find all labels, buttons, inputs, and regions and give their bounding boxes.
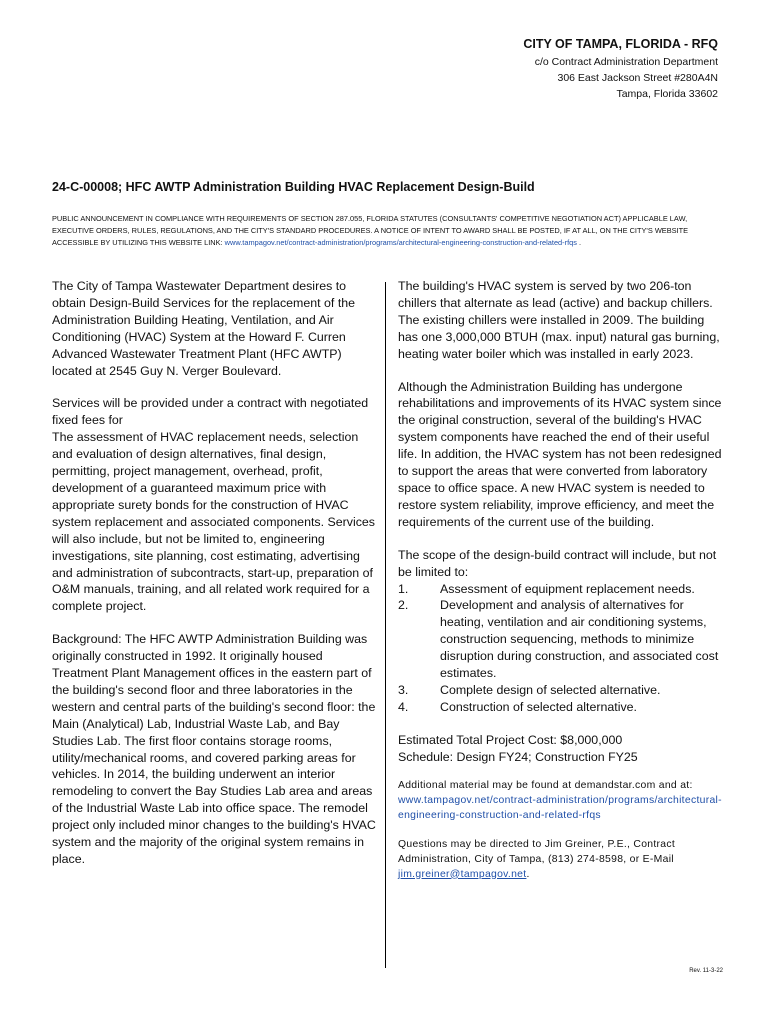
additional-text: Additional material may be found at demandstar.com and at: (398, 779, 693, 791)
background-paragraph: Background: The HFC AWTP Administration Building was originally constructed in 1992. It originally housed Treatment Plant Management offices in the eastern part of the building's second floor and three laboratories in the western and central parts of the building's second floor: the Main (Analytical) Lab, Industrial Waste Lab, and Bay Studies Lab. The first floor contains storage rooms, utility/mechanical rooms, and covered parking areas for vehicles. In 2014, the building underwent an interior remodeling to convert the Bay Studies Lab area and areas of the Industrial Waste Lab into office space. The remodel project only included minor changes to the building's HVAC system and the majority of the original system remains in place. (52, 632, 376, 866)
scope-item-number: 1. (398, 581, 409, 596)
intro-paragraph: The City of Tampa Wastewater Department desires to obtain Design-Build Services for the replacement of the Administration Building Heating, Ventilation, and Air Conditioning (HVAC) System at the Howard F. Curren Advanced Wastewater Treatment Plant (HFC AWTP) located at 2545 Guy N. Verger Boulevard. (52, 279, 356, 378)
scope-item (398, 597, 724, 682)
email-end: . (526, 868, 530, 880)
column-divider (385, 282, 386, 968)
scope-item-text: Construction of selected alternative. (440, 699, 637, 714)
services-paragraph (52, 395, 380, 615)
scope-item-number: 4. (398, 699, 409, 714)
revision-note: Rev. 11-3-22 (689, 968, 723, 974)
header-block (523, 36, 718, 102)
announcement-end: . (576, 238, 582, 247)
right-column (398, 278, 724, 882)
announcement-text: PUBLIC ANNOUNCEMENT IN COMPLIANCE WITH REQUIREMENTS OF SECTION 287.055, FLORIDA STATUTES (CONSULTANTS' COMPETITIVE NEGOTIATION ACT) APPLICABLE LAW, EXECUTIVE ORDERS, RULES, REGULATIONS, AND THE CITY'S STANDARD PROCEDURES. A NOTICE OF INTENT TO AWARD SHALL BE POSTED, IF AT ALL, ON THE CITY'S WEBSITE ACCESSIBLE BY UTILIZING THIS WEBSITE LINK: (52, 214, 689, 247)
scope-item (398, 682, 724, 699)
address-line-2: 306 East Jackson Street #280A4N (557, 72, 718, 84)
chillers-paragraph: The building's HVAC system is served by two 206-ton chillers that alternate as lead (active) and backup chillers. The existing chillers were installed in 2009. The building has one 3,000,000 BTUH (max. input) natural gas burning, heating water boiler which was installed in early 2023. (398, 279, 720, 361)
additional-link[interactable]: www.tampagov.net/contract-administration/programs/architectural-engineering-construction-and-related-rfqs (398, 794, 722, 821)
announcement-link[interactable]: www.tampagov.net/contract-administration/programs/architectural-engineering-construction-and-related-rfqs (224, 238, 577, 247)
additional-material (398, 778, 724, 823)
questions-text: Questions may be directed to Jim Greiner, P.E., Contract Administration, City of Tampa, (813) 274-8598, or E-Mail (398, 838, 676, 865)
scope-item (398, 699, 724, 716)
scope-item-text: Development and analysis of alternatives for heating, ventilation and air conditioning systems, construction sequencing, methods to minimize disruption during construction, and associated cost estimates. (440, 598, 719, 681)
services-detail: The assessment of HVAC replacement needs, selection and evaluation of design alternatives, final design, permitting, project management, overhead, profit, development of a guaranteed maximum price with appropriate surety bonds for the construction of HVAC system replacement and associated components. Services will also include, but not be limited to, engineering investigations, site planning, cost estimating, advertising and administration of subcontracts, start-up, preparation of O&M manuals, training, and all related work required for a complete project. (52, 430, 376, 614)
questions-block (398, 837, 724, 882)
estimated-cost: Estimated Total Project Cost: $8,000,000 (398, 732, 623, 747)
public-announcement (52, 213, 720, 249)
left-column (52, 278, 380, 884)
services-lead: Services will be provided under a contract with negotiated fixed fees for (52, 396, 369, 428)
city-heading: CITY OF TAMPA, FLORIDA - RFQ (523, 37, 718, 51)
scope-item (398, 581, 724, 598)
address-line-3: Tampa, Florida 33602 (616, 88, 718, 100)
document-title: 24-C-00008; HFC AWTP Administration Building HVAC Replacement Design-Build (52, 180, 535, 194)
scope-item-text: Assessment of equipment replacement needs. (440, 581, 695, 596)
scope-item-number: 2. (398, 598, 409, 613)
scope-item-text: Complete design of selected alternative. (440, 682, 661, 697)
schedule: Schedule: Design FY24; Construction FY25 (398, 749, 638, 764)
address-line-1: c/o Contract Administration Department (534, 56, 718, 68)
email-link[interactable]: jim.greiner@tampagov.net (398, 868, 527, 880)
scope-intro: The scope of the design-build contract will include, but not be limited to: (398, 547, 717, 579)
scope-item-number: 3. (398, 682, 409, 697)
rehab-paragraph: Although the Administration Building has undergone rehabilitations and improvements of its HVAC system since the original construction, several of the building's HVAC system components have reached the end of their useful life. In addition, the HVAC system has not been redesigned to support the areas that were converted from laboratory space to office space. A new HVAC system is needed to restore system reliability, improve efficiency, and meet the requirements of the current use of the building. (398, 379, 722, 529)
